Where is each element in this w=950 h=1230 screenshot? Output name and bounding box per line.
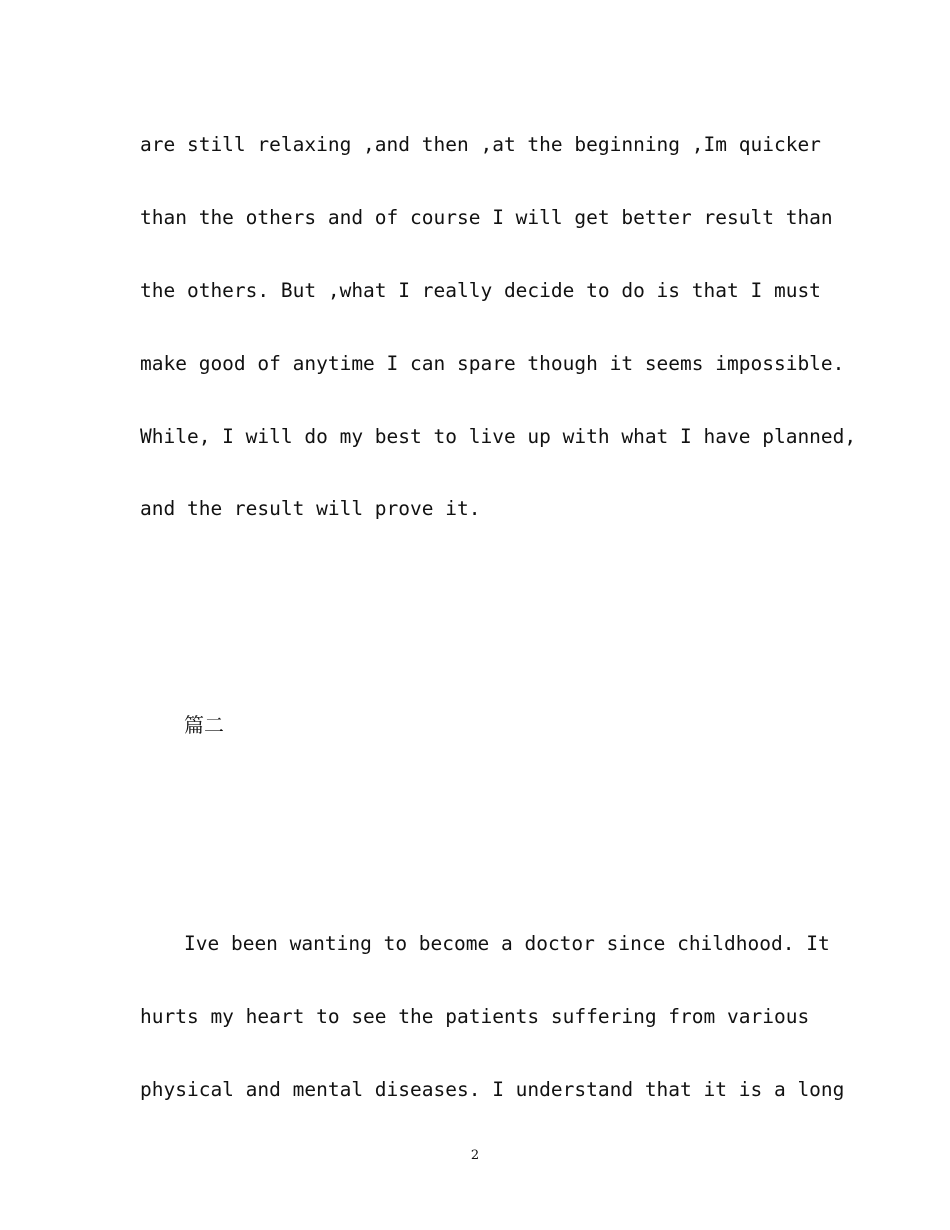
text-line: and the result will prove it. — [140, 497, 481, 520]
text-line: Ive been wanting to become a doctor since childhood. It — [184, 932, 830, 955]
page-number: 2 — [470, 1148, 480, 1163]
text-line: While, I will do my best to live up with what I have planned, — [140, 425, 857, 448]
text-line: the others. But ,what I really decide to do is that I must — [140, 279, 821, 302]
text-line: hurts my heart to see the patients suffering from various — [140, 1005, 810, 1028]
section-heading: 篇二 — [184, 713, 224, 737]
text-line: make good of anytime I can spare though it seems impossible. — [140, 352, 845, 375]
text-line: than the others and of course I will get better result than — [140, 206, 833, 229]
text-line: are still relaxing ,and then ,at the beginning ,Im quicker — [140, 133, 821, 156]
text-line: physical and mental diseases. I understand that it is a long — [140, 1078, 845, 1101]
